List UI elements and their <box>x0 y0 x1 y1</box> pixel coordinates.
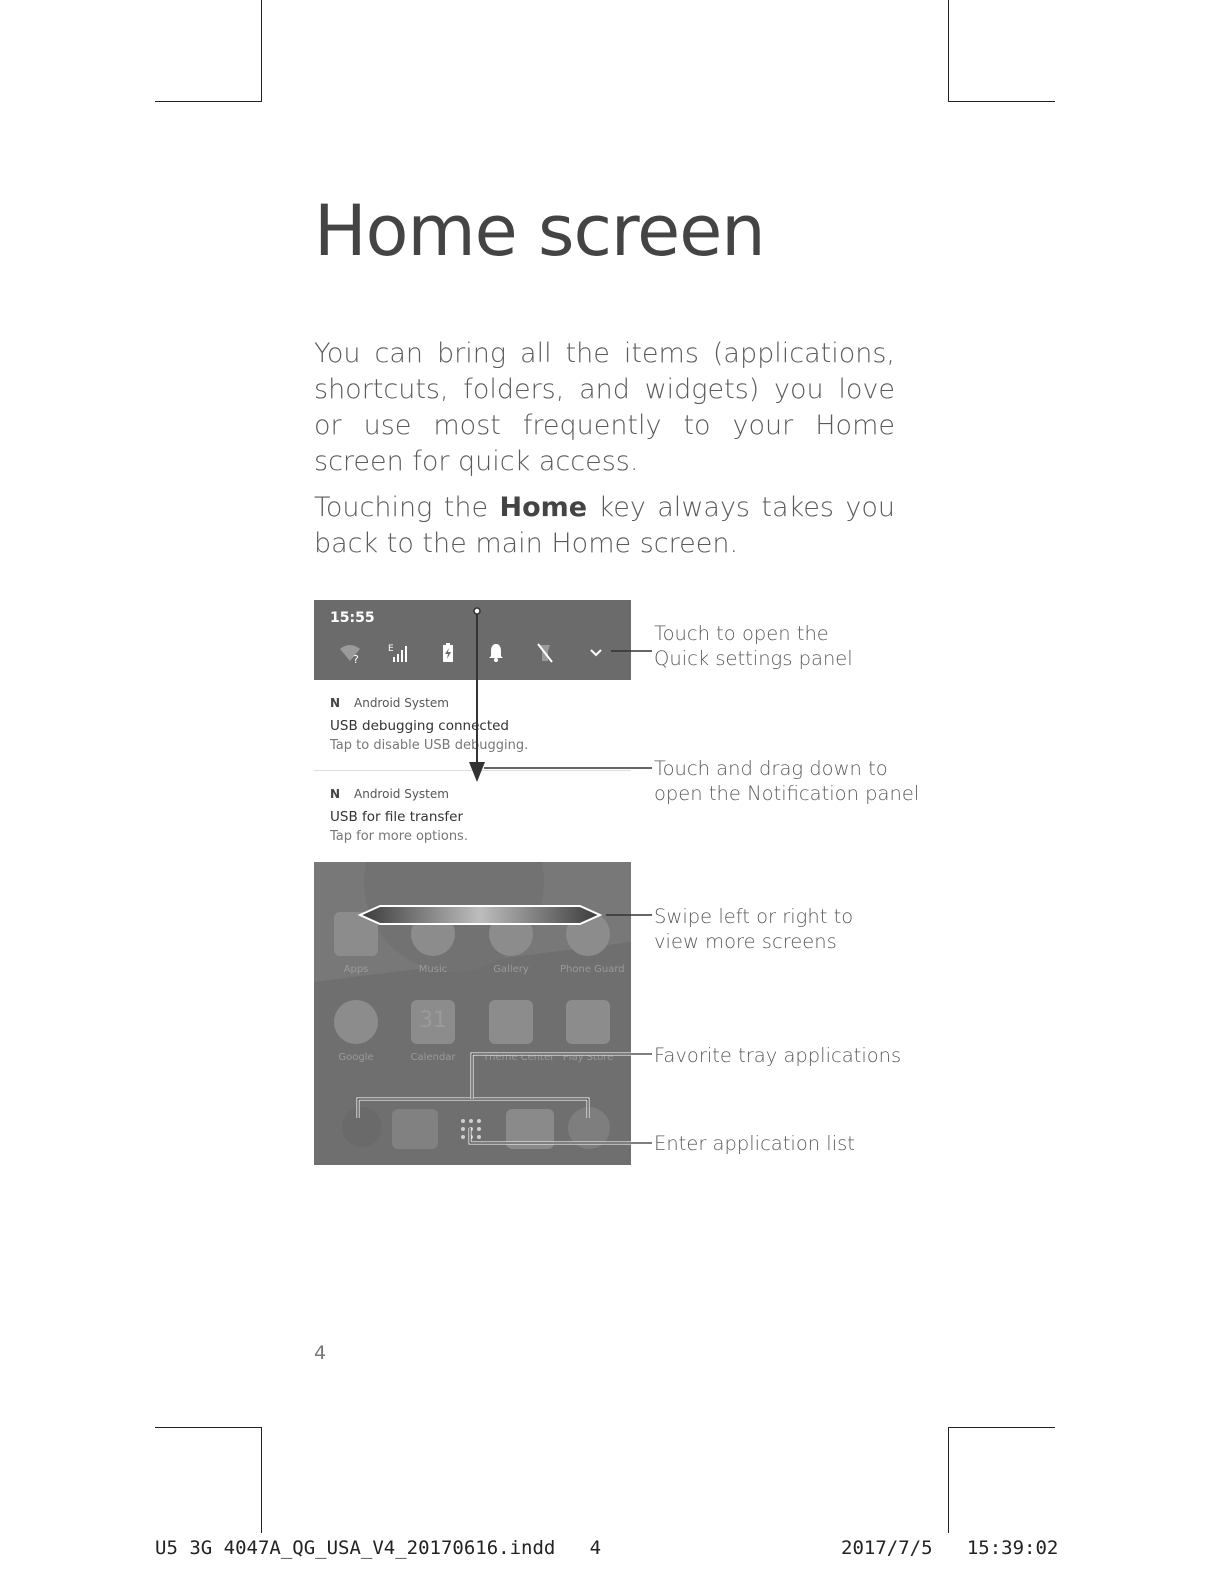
app-label: Play Store <box>562 1052 614 1063</box>
svg-text:E: E <box>388 644 394 654</box>
svg-text:?: ? <box>353 653 359 665</box>
slug-timestamp: 2017/7/5 15:39:02 <box>841 1537 1059 1559</box>
page-title: Home screen <box>314 190 765 272</box>
arrow-head <box>469 762 485 782</box>
callout-line: Swipe left or right to <box>654 905 854 928</box>
clock: 15:55 <box>330 610 375 626</box>
android-icon: N <box>330 696 341 710</box>
notification-app: Android System <box>354 696 449 710</box>
notification-title: USB debugging connected <box>330 718 510 734</box>
para-text: key always takes you back to the main Home screen. <box>314 492 895 559</box>
callout-line: open the Notification panel <box>654 782 920 805</box>
home-key-label: Home <box>499 492 588 523</box>
swipe-arrow <box>360 906 600 924</box>
callout-favorite-tray: Favorite tray applications <box>654 1044 902 1067</box>
leader-line <box>472 1054 652 1099</box>
app-label: Theme Center <box>483 1052 555 1063</box>
callout-line: Touch to open the <box>654 622 829 645</box>
callout-line: Quick settings panel <box>654 647 853 670</box>
callout-line: Touch and drag down to <box>654 757 888 780</box>
callout-notification-panel <box>654 756 919 806</box>
notification-title: USB for file transfer <box>330 809 464 825</box>
callout-line: view more screens <box>654 930 837 953</box>
app-label: Apps <box>343 964 369 975</box>
app-label: Phone Guard <box>560 964 625 975</box>
favorite-tray-bracket <box>358 1099 588 1118</box>
calendar-day: 31 <box>419 1008 447 1033</box>
android-icon: N <box>330 787 341 801</box>
intro-paragraph: You can bring all the items (applications, shortcuts, folders, and widgets) you love or use most frequently to your Home screen for quick access. <box>314 338 895 477</box>
callout-swipe <box>654 904 853 954</box>
app-label: Gallery <box>493 964 529 975</box>
para-text: Touching the <box>314 492 500 523</box>
leader-line <box>470 1128 652 1143</box>
notification-app: Android System <box>354 787 449 801</box>
app-label: Music <box>418 964 448 975</box>
callout-quick-settings <box>654 621 853 671</box>
callout-app-list: Enter application list <box>654 1132 855 1155</box>
slug-filename: U5 3G 4047A_QG_USA_V4_20170616.indd 4 <box>155 1537 602 1559</box>
notification-subtitle: Tap for more options. <box>330 829 468 844</box>
app-label: Google <box>338 1052 374 1063</box>
page-number: 4 <box>314 1342 327 1364</box>
app-label: Calendar <box>410 1052 456 1063</box>
notification-subtitle: Tap to disable USB debugging. <box>330 738 529 753</box>
